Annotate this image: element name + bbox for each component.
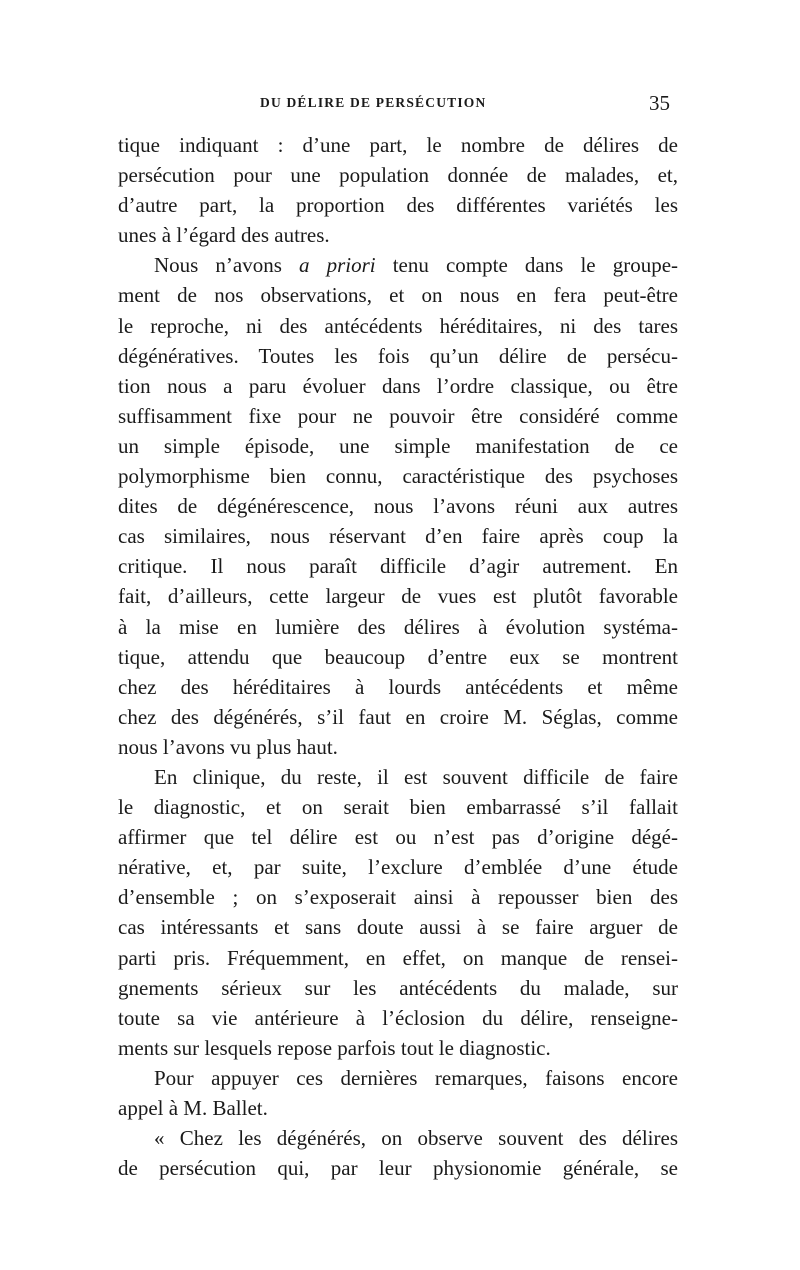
text-line: dites de dégénérescence, nous l’avons réuni aux autres: [118, 494, 678, 519]
text-line: fait, d’ailleurs, cette largeur de vues est plutôt favorable: [118, 584, 678, 609]
text-line: appel à M. Ballet.: [118, 1096, 268, 1120]
page-number: 35: [649, 91, 670, 115]
text-line: d’ensemble ; on s’exposerait ainsi à repousser bien des: [118, 885, 678, 910]
text-line: de persécution qui, par leur physionomie générale, se: [118, 1156, 678, 1181]
text-line: tique, attendu que beaucoup d’entre eux se montrent: [118, 644, 678, 669]
running-title: DU DÉLIRE DE PERSÉCUTION: [260, 95, 487, 110]
text-line: affirmer que tel délire est ou n’est pas d’origine dégé-: [118, 825, 678, 850]
text-line: cas similaires, nous réservant d’en faire après coup la: [118, 524, 678, 549]
text-line: polymorphisme bien connu, caractéristique des psychoses: [118, 464, 678, 489]
text-line: persécution pour une population donnée de malades, et,: [118, 163, 678, 188]
text-line: le diagnostic, et on serait bien embarrassé s’il fallait: [118, 795, 678, 820]
text-line: dégénératives. Toutes les fois qu’un délire de persécu-: [118, 343, 678, 368]
text-line: tique indiquant : d’une part, le nombre de délires de: [118, 133, 678, 157]
running-head: [118, 93, 678, 117]
text-line: nous l’avons vu plus haut.: [118, 734, 338, 759]
italic-phrase: a priori: [299, 253, 376, 278]
text-run: Nous n’avons: [154, 253, 300, 278]
text-line: ment de nos observations, et on nous en fera peut-être: [118, 283, 678, 308]
text-line: le reproche, ni des antécédents héréditaires, ni des tares: [118, 313, 678, 338]
text-line: cas intéressants et sans doute aussi à se faire arguer de: [118, 915, 678, 940]
body-text: [118, 130, 678, 1183]
text-line: chez des héréditaires à lourds antécédents et même: [118, 674, 678, 699]
text-line: gnements sérieux sur les antécédents du malade, sur: [118, 975, 678, 1000]
text-line: d’autre part, la proportion des différentes variétés les: [118, 193, 678, 218]
text-line: tion nous a paru évoluer dans l’ordre classique, ou être: [118, 373, 678, 398]
text-line: suffisamment fixe pour ne pouvoir être considéré comme: [118, 403, 678, 428]
text-line: un simple épisode, une simple manifestation de ce: [118, 433, 678, 458]
text-line: Pour appuyer ces dernières remarques, faisons encore: [154, 1065, 678, 1090]
text-line: unes à l’égard des autres.: [118, 223, 330, 248]
text-line: critique. Il nous paraît difficile d’agir autrement. En: [118, 554, 678, 579]
text-line: nérative, et, par suite, l’exclure d’emblée d’une étude: [118, 855, 678, 880]
text-line: à la mise en lumière des délires à évolution systéma-: [118, 614, 678, 639]
text-line-with-italic: [118, 250, 678, 280]
text-run: tenu compte dans le groupe-: [375, 253, 678, 278]
text-line: parti pris. Fréquemment, en effet, on manque de rensei-: [118, 945, 678, 970]
text-line: chez des dégénérés, s’il faut en croire M. Séglas, comme: [118, 704, 678, 729]
text-line: « Chez les dégénérés, on observe souvent des délires: [154, 1126, 678, 1151]
text-line: toute sa vie antérieure à l’éclosion du délire, renseigne-: [118, 1005, 678, 1030]
text-line: ments sur lesquels repose parfois tout le diagnostic.: [118, 1035, 551, 1060]
text-line: En clinique, du reste, il est souvent difficile de faire: [154, 764, 678, 789]
